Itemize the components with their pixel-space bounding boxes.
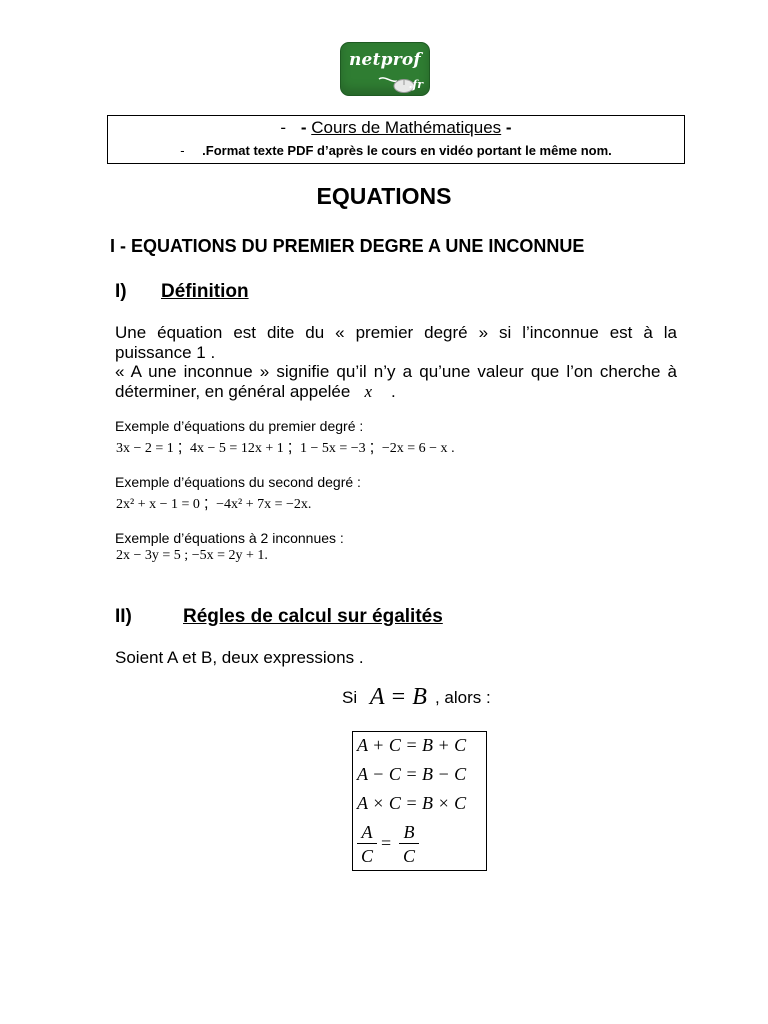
subheading-definition xyxy=(115,281,249,303)
subheading-number: II) xyxy=(115,606,132,627)
equation: −2x = 6 − x xyxy=(381,441,448,456)
equation: −4x² + 7x = −2x xyxy=(216,497,308,512)
rule-multiplication xyxy=(357,793,466,814)
soient-text: Soient A et B, deux expressions . xyxy=(115,648,364,667)
alors-word: , alors : xyxy=(434,688,491,707)
subheading-label: Définition xyxy=(161,281,249,302)
definition-paragraph-1: Une équation est dite du « premier degré » si l’inconnue est à la puissance 1 . xyxy=(115,323,677,362)
rule-subtraction xyxy=(357,764,466,785)
definition-paragraph-2 xyxy=(115,362,677,402)
equation: 2x² + x − 1 = 0 xyxy=(116,497,200,512)
example-second-degree-equations: 2x² + x − 1 = 0 ; −4x² + 7x = −2x. xyxy=(116,493,312,512)
equation-text: A = B xyxy=(369,684,427,710)
example-two-unknowns-equations: 2x − 3y = 5 ; −5x = 2y + 1. xyxy=(116,548,268,563)
period: . xyxy=(390,382,396,401)
rule-text: A − C = B − C xyxy=(357,764,467,784)
logo-text: netprof xyxy=(349,50,421,70)
rule-text: A × C = B × C xyxy=(357,793,467,813)
fraction-b-over-c: $\frac{B}{C}$ xyxy=(399,821,419,868)
equals-sign: = xyxy=(381,833,392,853)
course-title: Cours de Mathématiques xyxy=(311,118,502,137)
equation: −5x = 2y + 1 xyxy=(191,548,265,563)
course-header-box xyxy=(107,115,685,164)
example-first-degree-equations: 3x − 2 = 1 ; 4x − 5 = 12x + 1 ; 1 − 5x = −3 ; −2x = 6 − x . xyxy=(116,437,455,456)
bullet-dash: - xyxy=(280,118,287,137)
title-end-dash: - xyxy=(505,118,512,137)
variable-x: x xyxy=(364,382,373,401)
logo-suffix: .fr xyxy=(408,78,423,91)
si-word: Si xyxy=(342,688,358,707)
equation: 2x − 3y = 5 xyxy=(116,548,181,563)
section-heading-1: I - EQUATIONS DU PREMIER DEGRE A UNE INCONNUE xyxy=(110,236,585,256)
subheading-rules xyxy=(115,606,443,628)
title-dash: - xyxy=(300,118,307,137)
example-two-unknowns-label: Exemple d’équations à 2 inconnues : xyxy=(115,530,344,546)
si-statement xyxy=(342,683,491,710)
rule-division xyxy=(357,821,427,867)
equation: 4x − 5 = 12x + 1 xyxy=(190,441,284,456)
fraction-a-over-c: $\frac{A}{C}$ xyxy=(357,821,377,868)
equation: 1 − 5x = −3 xyxy=(299,441,366,456)
page-title: EQUATIONS xyxy=(316,183,452,209)
subheading-label: Régles de calcul sur égalités xyxy=(183,606,443,627)
example-second-degree-label: Exemple d’équations du second degré : xyxy=(115,474,361,490)
rule-text: A + C = B + C xyxy=(357,735,467,755)
rules-box xyxy=(352,731,487,871)
netprof-logo xyxy=(340,42,430,96)
format-note: .Format texte PDF d’après le cours en vidéo portant le même nom. xyxy=(202,143,612,158)
rule-addition xyxy=(357,735,466,756)
course-title-line xyxy=(108,118,684,138)
definition-text: « A une inconnue » signifie qu’il n’y a qu’une valeur que l’on cherche à déterminer, en général appelée xyxy=(115,362,677,401)
bullet-dash: - xyxy=(180,143,185,158)
equation-a-equals-b xyxy=(370,684,427,710)
format-note-line xyxy=(108,143,684,158)
example-first-degree-label: Exemple d’équations du premier degré : xyxy=(115,418,364,434)
subheading-number: I) xyxy=(115,281,127,302)
equation: 3x − 2 = 1 xyxy=(116,441,174,456)
